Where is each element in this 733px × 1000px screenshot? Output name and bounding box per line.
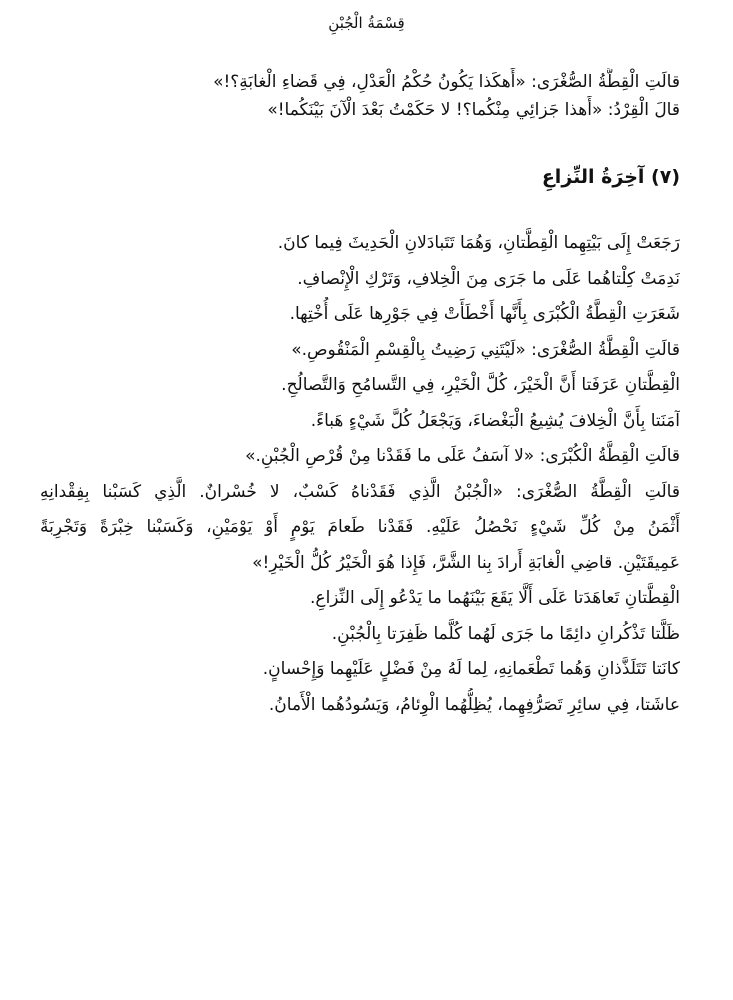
paragraph-line: نَدِمَتْ كِلْتاهُما عَلَى ما جَرَى مِنَ الْخِلافِ، وَتَرْكِ الْإِنْصافِ. xyxy=(297,268,680,289)
paragraph-line: آمَنَتا بِأَنَّ الْخِلافَ يُشِيعُ الْبَغْضاءَ، وَيَجْعَلُ كُلَّ شَيْءٍ هَباءً. xyxy=(310,410,680,431)
dialogue-block xyxy=(40,68,680,124)
paragraph-line: قالَتِ الْقِطَّةُ الصُّغْرَى: «لَيْتَنِي رَضِيتُ بِالْقِسْمِ الْمَنْقُوصِ.» xyxy=(291,339,680,360)
paragraph-line: الْقِطَّتانِ عَرَفَتا أَنَّ الْخَيْرَ، كُلَّ الْخَيْرِ، فِي التَّسامُحِ وَالتَّصالُحِ. xyxy=(281,375,680,395)
running-title: قِسْمَةُ الْجُبْنِ xyxy=(328,14,405,32)
paragraph-line: قالَتِ الْقِطَّةُ الْكُبْرَى: «لا آسَفُ عَلَى ما فَقَدْنا مِنْ قُرْصِ الْجُبْنِ.» xyxy=(245,446,680,466)
paragraph-line: ظَلَّتا تَذْكُرانِ دائِمًا ما جَرَى لَهُما كُلَّما ظَفِرَتا بِالْجُبْنِ. xyxy=(331,623,680,644)
paragraph-line: كانَتا تَتَلَذَّذانِ وَهُما تَطْعَمانِهِ، لِما لَهُ مِنْ فَضْلٍ عَلَيْهِما وَإِحْسانٍ. xyxy=(262,659,680,679)
paragraph-line: عَمِيقَتَيْنِ. قاضِي الْغابَةِ أَرادَ بِنا الشَّرَّ، فَإِذا هُوَ الْخَيْرُ كُلُّ الْخَيْرِ!» xyxy=(252,552,680,573)
dialogue-line: قالَتِ الْقِطَّةُ الصُّغْرَى: «أَهكَذا يَكُونُ حُكْمُ الْعَدْلِ، فِي قَضاءِ الْغابَةِ؟!» xyxy=(213,72,680,92)
paragraph-line: رَجَعَتْ إِلَى بَيْتِهِما الْقِطَّتانِ، وَهُمَا تَتَبادَلانِ الْحَدِيثَ فِيما كانَ. xyxy=(277,233,680,253)
paragraph-line: عاشَتا، فِي سائِرِ تَصَرُّفِهِما، يُظِلُّهُما الْوِئامُ، وَيَسُودُهُما الْأَمانُ. xyxy=(268,694,680,715)
paragraph-line: قالَتِ الْقِطَّةُ الصُّغْرَى: «الْجُبْنُ الَّذِي فَقَدْناهُ كَسْبٌ، لا خُسْرانٌ. الَّذِي كَسَبْنا بِفِقْدانِهِ xyxy=(40,481,680,502)
paragraph-line: شَعَرَتِ الْقِطَّةُ الْكُبْرَى بِأَنَّها أَخْطَأَتْ فِي جَوْرِها عَلَى أُخْتِها. xyxy=(289,304,680,324)
dialogue-line: قالَ الْقِرْدُ: «أَهذا جَزائِي مِنْكُما؟! لا حَكَمْتُ بَعْدَ الْآنَ بَيْنَكُما!» xyxy=(267,100,680,120)
section-body xyxy=(40,226,680,723)
section-heading: (٧) آخِرَةُ النِّزاعِ xyxy=(541,166,680,188)
paragraph-line: الْقِطَّتانِ تَعاهَدَتا عَلَى أَلَّا يَقَعَ بَيْنَهُما ما يَدْعُو إِلَى النِّزاعِ. xyxy=(310,588,680,608)
paragraph-line: أَثْمَنُ مِنْ كُلِّ شَيْءٍ نَحْصُلُ عَلَيْهِ. فَقَدْنا طَعامَ يَوْمٍ أَوْ يَوْمَيْنِ، وَكَسَبْنا خِبْرَةً وَتَجْرِبَةً xyxy=(40,517,680,537)
